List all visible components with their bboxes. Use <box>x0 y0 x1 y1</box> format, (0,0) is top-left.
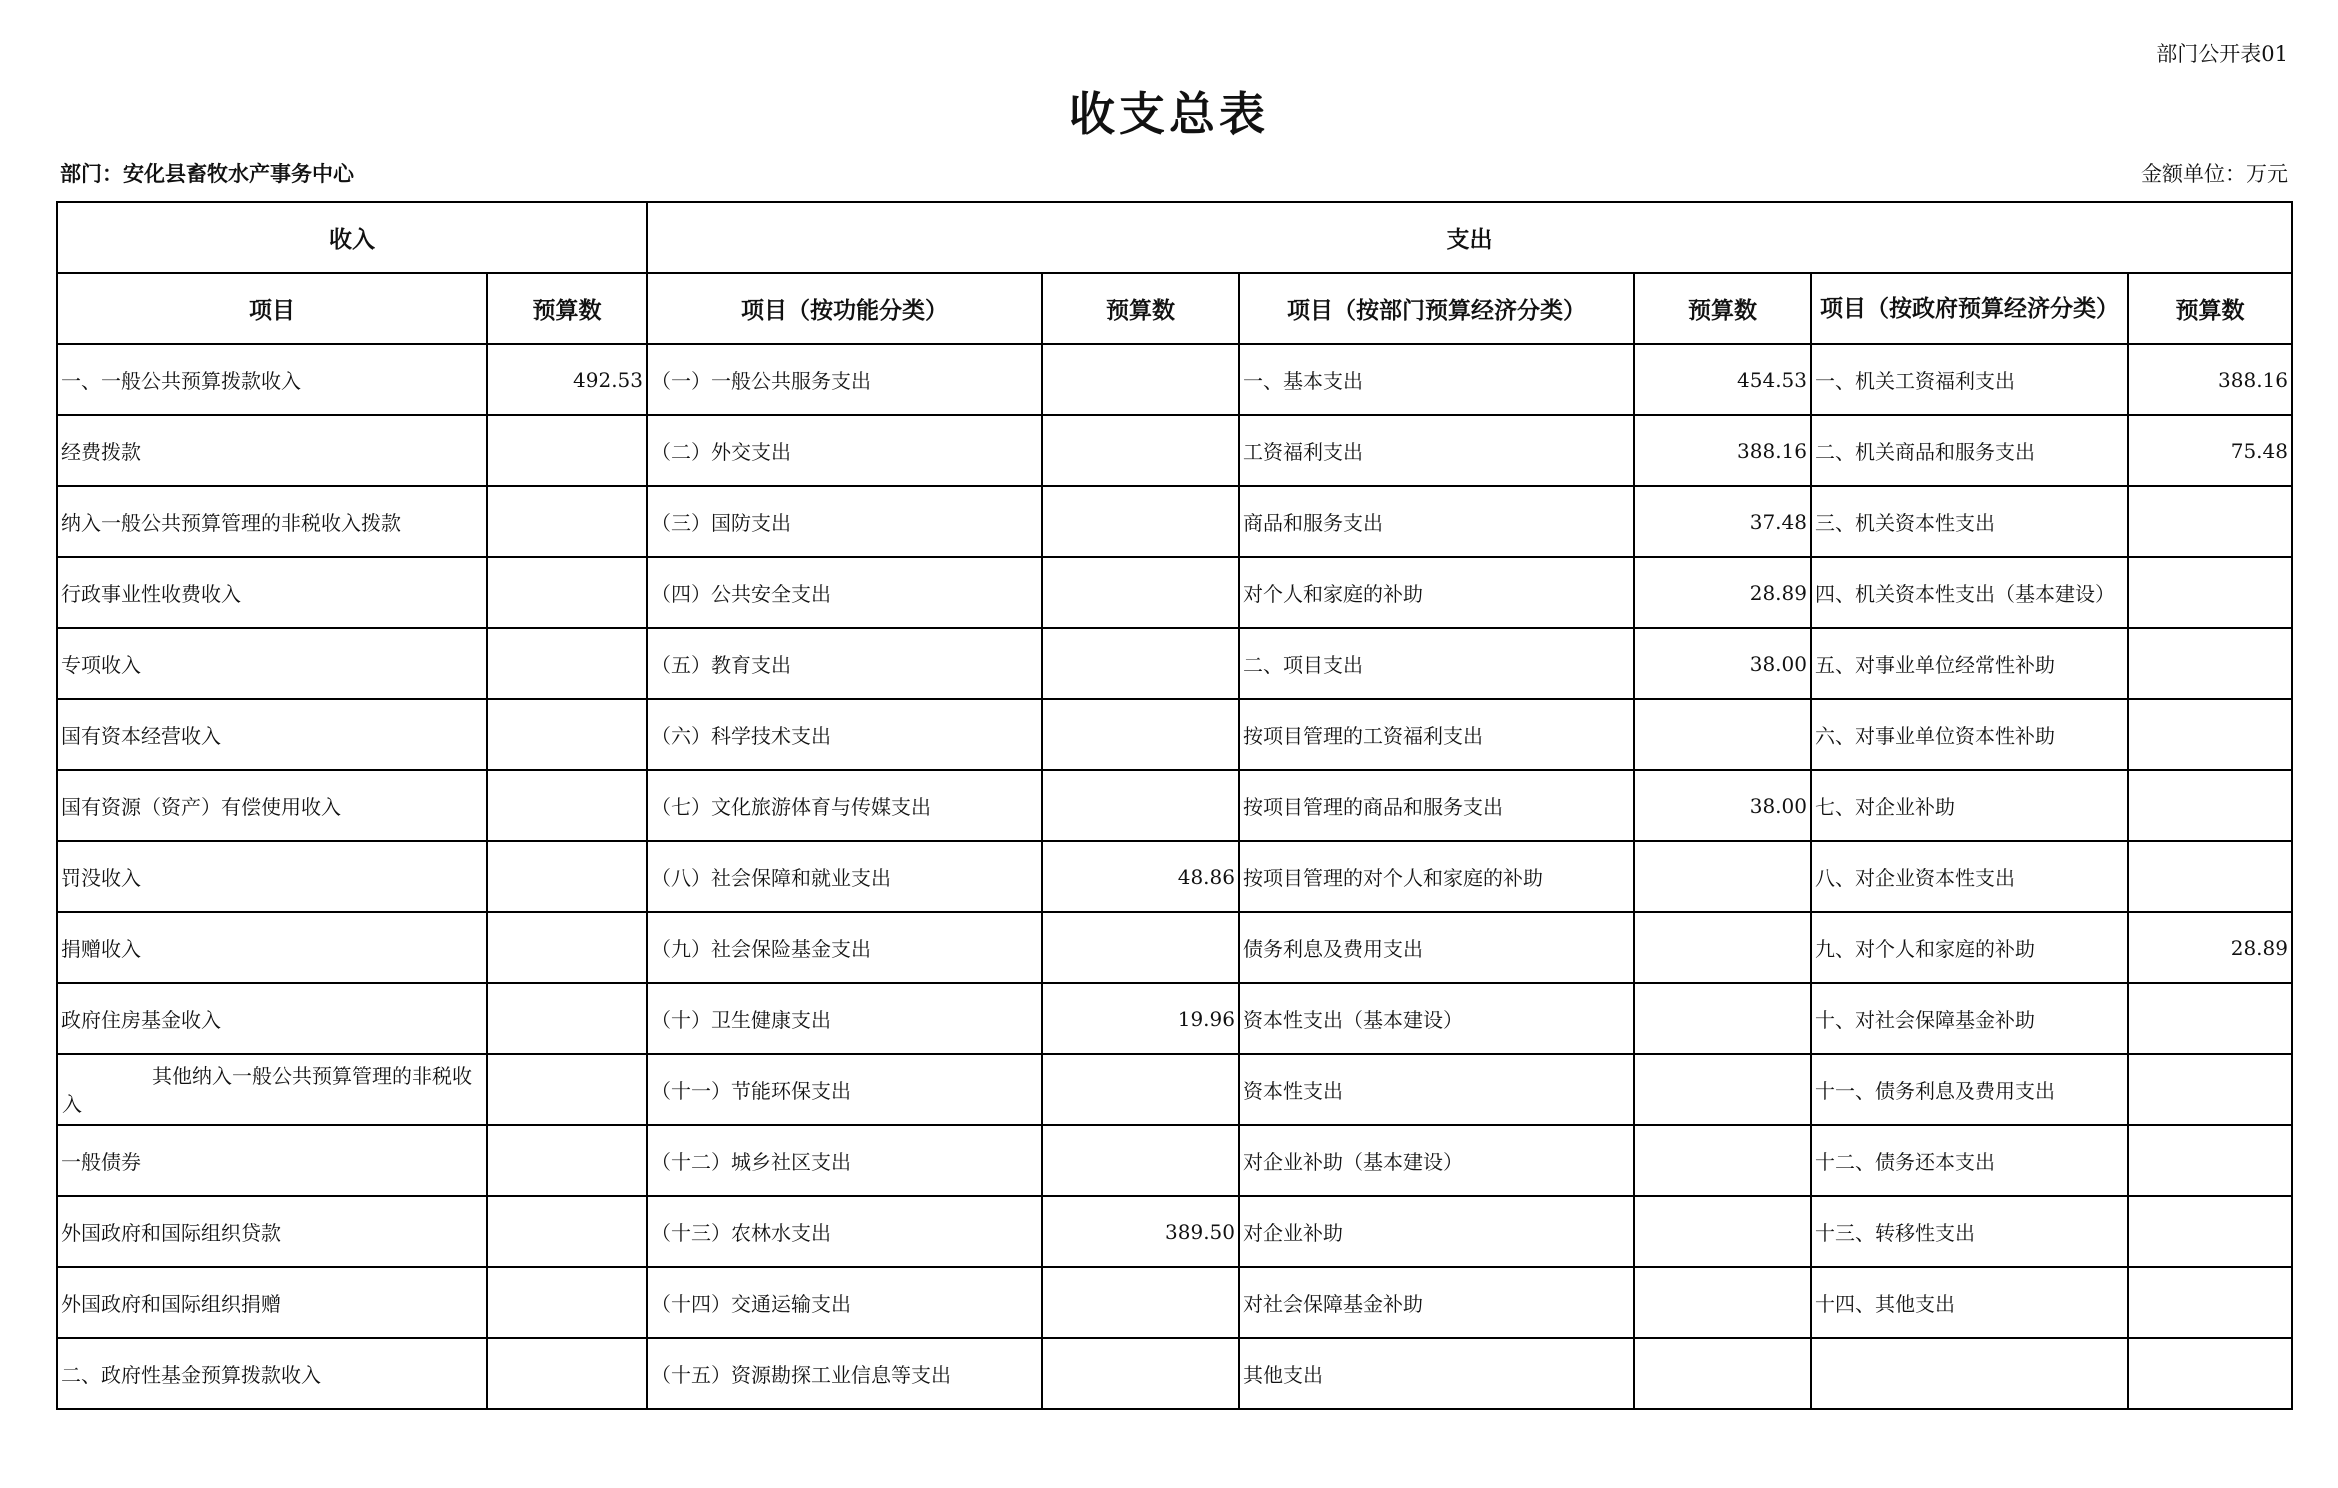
gov-econ-item-cell: 九、对个人和家庭的补助 <box>1811 912 2128 983</box>
income-amount-cell <box>487 628 647 699</box>
income-amount-cell <box>487 486 647 557</box>
income-item-cell: 国有资本经营收入 <box>57 699 487 770</box>
col-dept-econ-item: 项目（按部门预算经济分类） <box>1239 273 1634 344</box>
table-row <box>57 1125 2292 1196</box>
func-amount-cell <box>1042 486 1239 557</box>
func-amount-cell <box>1042 628 1239 699</box>
gov-econ-amount-cell <box>2128 841 2292 912</box>
table-row <box>57 841 2292 912</box>
gov-econ-item-cell: 十四、其他支出 <box>1811 1267 2128 1338</box>
col-gov-econ-amount: 预算数 <box>2128 273 2292 344</box>
func-amount-cell <box>1042 557 1239 628</box>
income-amount-cell <box>487 1338 647 1409</box>
budget-summary-table <box>56 201 2293 1410</box>
table-row <box>57 415 2292 486</box>
func-item-cell: （八）社会保障和就业支出 <box>647 841 1042 912</box>
gov-econ-amount-cell: 388.16 <box>2128 344 2292 415</box>
income-amount-cell <box>487 983 647 1054</box>
unit-label: 金额单位：万元 <box>2141 162 2288 186</box>
income-amount-cell <box>487 770 647 841</box>
income-amount-cell <box>487 415 647 486</box>
func-amount-cell <box>1042 912 1239 983</box>
dept-econ-amount-cell: 37.48 <box>1634 486 1811 557</box>
table-row <box>57 628 2292 699</box>
col-income-amount: 预算数 <box>487 273 647 344</box>
dept-econ-amount-cell <box>1634 1267 1811 1338</box>
dept-econ-item-cell: 资本性支出（基本建设） <box>1239 983 1634 1054</box>
gov-econ-item-cell: 三、机关资本性支出 <box>1811 486 2128 557</box>
col-func-amount: 预算数 <box>1042 273 1239 344</box>
income-amount-cell <box>487 699 647 770</box>
gov-econ-amount-cell <box>2128 557 2292 628</box>
gov-econ-item-cell: 五、对事业单位经常性补助 <box>1811 628 2128 699</box>
func-amount-cell <box>1042 1267 1239 1338</box>
func-item-cell: （一）一般公共服务支出 <box>647 344 1042 415</box>
dept-econ-amount-cell <box>1634 1125 1811 1196</box>
func-amount-cell: 19.96 <box>1042 983 1239 1054</box>
gov-econ-item-cell: 一、机关工资福利支出 <box>1811 344 2128 415</box>
group-header-row <box>57 202 2292 273</box>
dept-econ-item-cell: 对社会保障基金补助 <box>1239 1267 1634 1338</box>
table-row <box>57 1267 2292 1338</box>
table-row <box>57 770 2292 841</box>
income-item-cell: 二、政府性基金预算拨款收入 <box>57 1338 487 1409</box>
dept-econ-item-cell: 按项目管理的工资福利支出 <box>1239 699 1634 770</box>
gov-econ-amount-cell <box>2128 628 2292 699</box>
col-func-item: 项目（按功能分类） <box>647 273 1042 344</box>
page-title: 收支总表 <box>1069 87 1269 141</box>
func-amount-cell: 48.86 <box>1042 841 1239 912</box>
gov-econ-item-cell: 八、对企业资本性支出 <box>1811 841 2128 912</box>
income-item-cell: 纳入一般公共预算管理的非税收入拨款 <box>57 486 487 557</box>
dept-econ-amount-cell: 28.89 <box>1634 557 1811 628</box>
dept-econ-amount-cell <box>1634 1054 1811 1125</box>
income-amount-cell <box>487 1054 647 1125</box>
table-row <box>57 1338 2292 1409</box>
gov-econ-amount-cell <box>2128 1338 2292 1409</box>
gov-econ-amount-cell <box>2128 983 2292 1054</box>
func-item-cell: （十三）农林水支出 <box>647 1196 1042 1267</box>
func-item-cell: （三）国防支出 <box>647 486 1042 557</box>
dept-econ-item-cell: 对企业补助 <box>1239 1196 1634 1267</box>
func-item-cell: （九）社会保险基金支出 <box>647 912 1042 983</box>
form-code: 部门公开表01 <box>2156 42 2288 66</box>
table-row <box>57 557 2292 628</box>
gov-econ-amount-cell <box>2128 770 2292 841</box>
func-amount-cell <box>1042 770 1239 841</box>
gov-econ-amount-cell <box>2128 1196 2292 1267</box>
department-label: 部门：安化县畜牧水产事务中心 <box>60 162 354 186</box>
gov-econ-amount-cell: 28.89 <box>2128 912 2292 983</box>
dept-econ-amount-cell <box>1634 912 1811 983</box>
dept-econ-amount-cell: 38.00 <box>1634 628 1811 699</box>
dept-econ-amount-cell <box>1634 1196 1811 1267</box>
dept-econ-item-cell: 其他支出 <box>1239 1338 1634 1409</box>
table-row <box>57 344 2292 415</box>
dept-econ-item-cell: 二、项目支出 <box>1239 628 1634 699</box>
func-item-cell: （十五）资源勘探工业信息等支出 <box>647 1338 1042 1409</box>
income-item-cell: 经费拨款 <box>57 415 487 486</box>
func-amount-cell <box>1042 1338 1239 1409</box>
gov-econ-item-cell: 十二、债务还本支出 <box>1811 1125 2128 1196</box>
table-row <box>57 1196 2292 1267</box>
dept-econ-amount-cell <box>1634 699 1811 770</box>
col-income-item: 项目 <box>57 273 487 344</box>
func-item-cell: （二）外交支出 <box>647 415 1042 486</box>
income-amount-cell <box>487 557 647 628</box>
income-item-cell: 一、一般公共预算拨款收入 <box>57 344 487 415</box>
income-amount-cell <box>487 1196 647 1267</box>
dept-econ-item-cell: 商品和服务支出 <box>1239 486 1634 557</box>
income-amount-cell: 492.53 <box>487 344 647 415</box>
gov-econ-item-cell: 四、机关资本性支出（基本建设） <box>1811 557 2128 628</box>
dept-econ-amount-cell <box>1634 841 1811 912</box>
dept-econ-item-cell: 按项目管理的商品和服务支出 <box>1239 770 1634 841</box>
income-item-cell: 专项收入 <box>57 628 487 699</box>
dept-econ-amount-cell: 388.16 <box>1634 415 1811 486</box>
func-amount-cell <box>1042 1125 1239 1196</box>
gov-econ-amount-cell <box>2128 1125 2292 1196</box>
gov-econ-item-cell: 七、对企业补助 <box>1811 770 2128 841</box>
func-amount-cell <box>1042 415 1239 486</box>
income-item-cell: 外国政府和国际组织捐赠 <box>57 1267 487 1338</box>
income-item-cell: 捐赠收入 <box>57 912 487 983</box>
expenditure-group-header: 支出 <box>647 202 2292 273</box>
table-row <box>57 1054 2292 1125</box>
dept-econ-item-cell: 对企业补助（基本建设） <box>1239 1125 1634 1196</box>
func-item-cell: （十二）城乡社区支出 <box>647 1125 1042 1196</box>
dept-econ-item-cell: 按项目管理的对个人和家庭的补助 <box>1239 841 1634 912</box>
func-amount-cell <box>1042 1054 1239 1125</box>
column-header-row <box>57 273 2292 344</box>
col-gov-econ-item: 项目（按政府预算经济分类） <box>1811 273 2128 344</box>
gov-econ-amount-cell: 75.48 <box>2128 415 2292 486</box>
dept-econ-amount-cell: 454.53 <box>1634 344 1811 415</box>
dept-econ-item-cell: 资本性支出 <box>1239 1054 1634 1125</box>
income-amount-cell <box>487 1267 647 1338</box>
func-amount-cell <box>1042 699 1239 770</box>
col-dept-econ-amount: 预算数 <box>1634 273 1811 344</box>
income-group-header: 收入 <box>57 202 647 273</box>
table-row <box>57 983 2292 1054</box>
gov-econ-item-cell: 十、对社会保障基金补助 <box>1811 983 2128 1054</box>
func-amount-cell: 389.50 <box>1042 1196 1239 1267</box>
gov-econ-amount-cell <box>2128 1054 2292 1125</box>
dept-econ-item-cell: 一、基本支出 <box>1239 344 1634 415</box>
income-item-cell: 其他纳入一般公共预算管理的非税收入 <box>57 1054 487 1125</box>
income-item-cell: 一般债券 <box>57 1125 487 1196</box>
table-row <box>57 912 2292 983</box>
func-amount-cell <box>1042 344 1239 415</box>
income-amount-cell <box>487 1125 647 1196</box>
func-item-cell: （四）公共安全支出 <box>647 557 1042 628</box>
dept-econ-amount-cell <box>1634 983 1811 1054</box>
func-item-cell: （十四）交通运输支出 <box>647 1267 1042 1338</box>
func-item-cell: （六）科学技术支出 <box>647 699 1042 770</box>
dept-econ-item-cell: 债务利息及费用支出 <box>1239 912 1634 983</box>
table-row <box>57 699 2292 770</box>
gov-econ-item-cell: 六、对事业单位资本性补助 <box>1811 699 2128 770</box>
income-amount-cell <box>487 841 647 912</box>
dept-econ-amount-cell <box>1634 1338 1811 1409</box>
gov-econ-amount-cell <box>2128 486 2292 557</box>
func-item-cell: （十一）节能环保支出 <box>647 1054 1042 1125</box>
gov-econ-item-cell <box>1811 1338 2128 1409</box>
gov-econ-item-cell: 十一、债务利息及费用支出 <box>1811 1054 2128 1125</box>
dept-econ-item-cell: 对个人和家庭的补助 <box>1239 557 1634 628</box>
gov-econ-item-cell: 二、机关商品和服务支出 <box>1811 415 2128 486</box>
income-item-cell: 行政事业性收费收入 <box>57 557 487 628</box>
income-amount-cell <box>487 912 647 983</box>
income-item-cell: 罚没收入 <box>57 841 487 912</box>
income-item-cell: 国有资源（资产）有偿使用收入 <box>57 770 487 841</box>
func-item-cell: （七）文化旅游体育与传媒支出 <box>647 770 1042 841</box>
income-item-cell: 政府住房基金收入 <box>57 983 487 1054</box>
func-item-cell: （十）卫生健康支出 <box>647 983 1042 1054</box>
gov-econ-amount-cell <box>2128 699 2292 770</box>
table-row <box>57 486 2292 557</box>
dept-econ-item-cell: 工资福利支出 <box>1239 415 1634 486</box>
gov-econ-amount-cell <box>2128 1267 2292 1338</box>
income-item-cell: 外国政府和国际组织贷款 <box>57 1196 487 1267</box>
dept-econ-amount-cell: 38.00 <box>1634 770 1811 841</box>
gov-econ-item-cell: 十三、转移性支出 <box>1811 1196 2128 1267</box>
func-item-cell: （五）教育支出 <box>647 628 1042 699</box>
